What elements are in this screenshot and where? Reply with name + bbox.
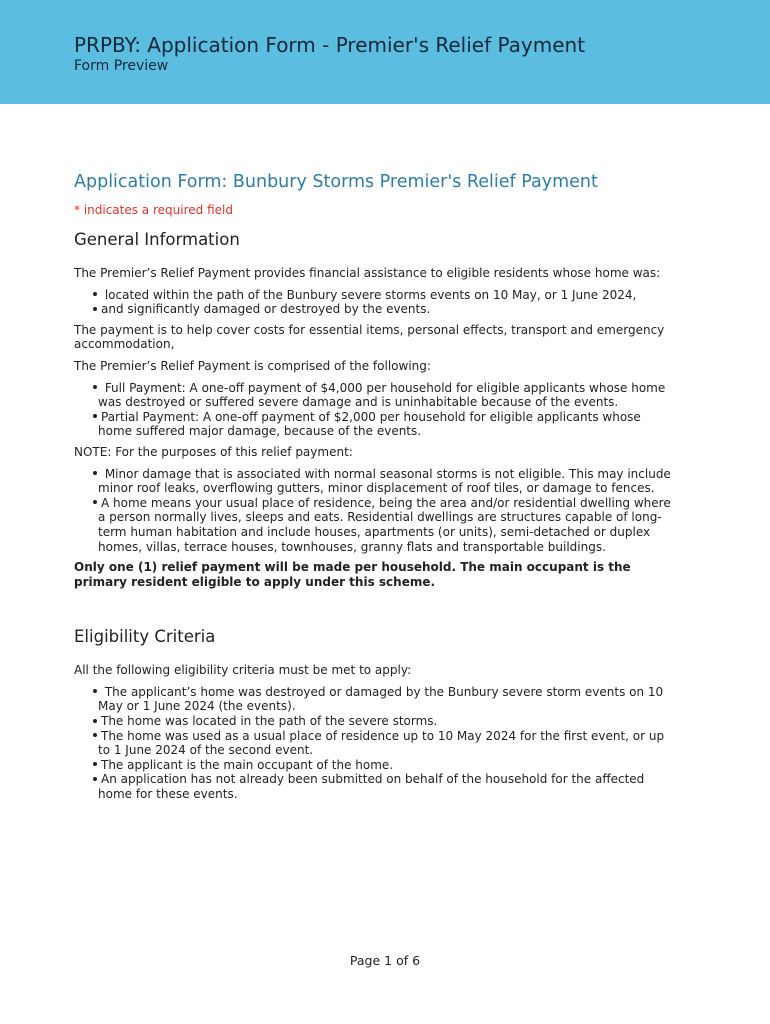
bullet-icon [93,719,97,723]
bullet-icon [93,733,97,737]
note-bullet-list [74,467,678,555]
section-heading-general: General Information [74,230,240,249]
list-item: Minor damage that is associated with normal seasonal storms is not eligible. This may include minor roof leaks, overflowing gutters, minor displacement of roof tiles, or damage to fences. [93,467,678,496]
list-item: A home means your usual place of residence, being the area and/or residential dwelling where a person normally lives, sleeps and eats. Residential dwellings are structures capable of long-term human habitation and include houses, apartments (or units), semi-detached or duplex homes, villas, terrace houses, townhouses, granny flats and transportable buildings. [93,496,678,554]
bullet-icon [93,689,97,693]
bullet-icon [93,500,97,504]
bullet-icon [93,471,97,475]
page-subtitle: Form Preview [74,58,169,74]
bullet-icon [93,777,97,781]
eligibility-bullet-list [74,685,678,802]
page-title: PRPBY: Application Form - Premier's Relief Payment [74,33,586,57]
bullet-icon [93,307,97,311]
list-item: located within the path of the Bunbury severe storms events on 10 May, or 1 June 2024, [93,288,678,303]
payment-bullet-list [74,381,678,439]
header-banner [0,0,770,104]
list-item: The home was located in the path of the severe storms. [93,714,678,729]
list-item: Full Payment: A one-off payment of $4,000 per household for eligible applicants whose home was destroyed or suffered severe damage and is uninhabitable because of the events. [93,381,678,410]
bullet-icon [93,762,97,766]
general-intro: The Premier’s Relief Payment provides financial assistance to eligible residents whose home was: [74,266,661,280]
bullet-icon [93,414,97,418]
intro-bullet-list [74,288,678,317]
purpose-text: The payment is to help cover costs for essential items, personal effects, transport and emergency accommodation, [74,322,665,352]
list-item: The home was used as a usual place of residence up to 10 May 2024 for the first event, or up to 1 June 2024 of the second event. [93,729,678,758]
household-note: Only one (1) relief payment will be made per household. The main occupant is the primary resident eligible to apply under this scheme. [74,560,631,589]
page-number: Page 1 of 6 [349,953,421,968]
note-text: NOTE: For the purposes of this relief payment: [74,444,353,459]
bullet-icon [93,292,97,296]
list-item: and significantly damaged or destroyed by the events. [93,302,678,317]
eligibility-intro: All the following eligibility criteria must be met to apply: [74,663,412,678]
form-title: Application Form: Bunbury Storms Premier's Relief Payment [74,172,598,192]
comprised-text: The Premier’s Relief Payment is comprised of the following: [74,358,431,373]
list-item: The applicant’s home was destroyed or damaged by the Bunbury severe storm events on 10 May or 1 June 2024 (the events). [93,685,678,714]
list-item: An application has not already been submitted on behalf of the household for the affected home for these events. [93,772,678,801]
list-item: The applicant is the main occupant of the home. [93,758,678,773]
form-content [74,171,678,808]
bullet-icon [93,385,97,389]
section-heading-eligibility: Eligibility Criteria [74,627,216,647]
list-item: Partial Payment: A one-off payment of $2,000 per household for eligible applicants whose home suffered major damage, because of the events. [93,410,678,439]
required-field-note: * indicates a required field [74,203,233,217]
